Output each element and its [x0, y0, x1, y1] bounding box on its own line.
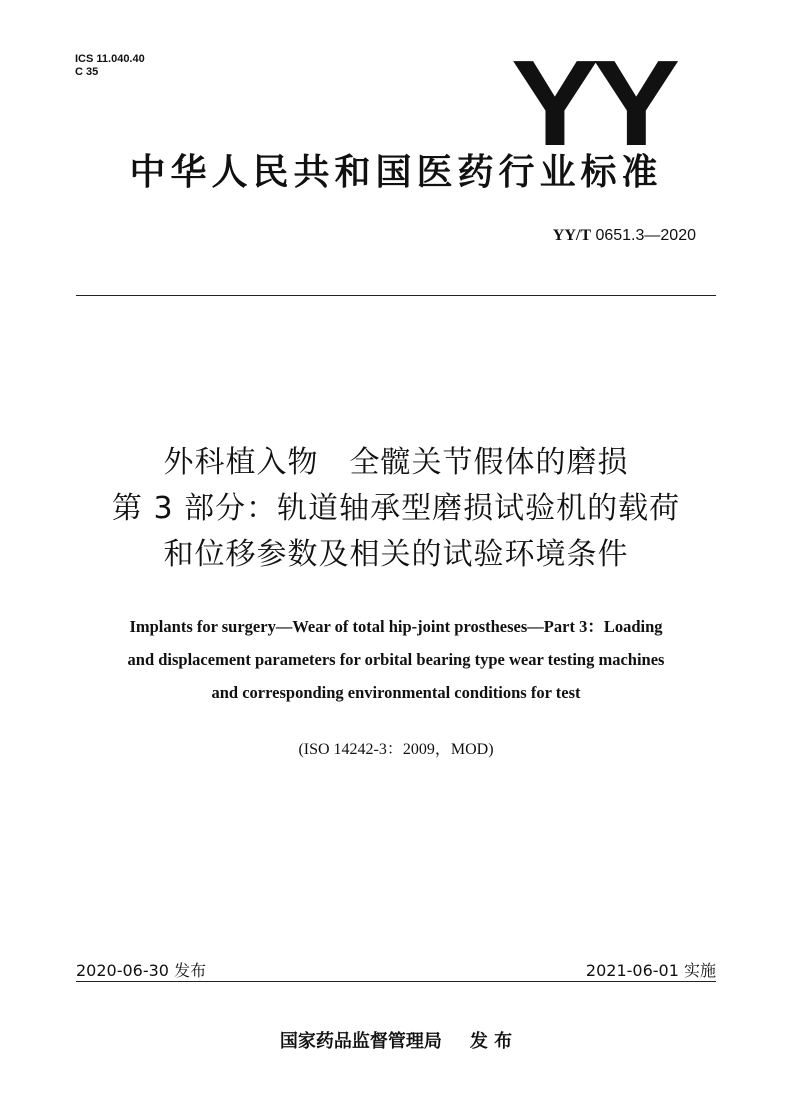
standard-number — [553, 227, 696, 245]
standard-number-prefix: YY/T — [552, 227, 592, 244]
ics-code: ICS 11.040.40 — [75, 53, 145, 65]
implementation-date: 2021-06-01 实施 — [585, 961, 716, 980]
publisher — [0, 1027, 792, 1053]
ccs-code: C 35 — [75, 66, 99, 78]
english-title-line: Implants for surgery—Wear of total hip-joint prostheses—Part 3：Loading — [129, 617, 663, 636]
english-title-line: and displacement parameters for orbital bearing type wear testing machines — [127, 650, 665, 669]
top-divider — [76, 295, 716, 296]
standard-organization: 中华人民共和国医药行业标准 — [129, 152, 663, 193]
chinese-title-line: 第 3 部分：轨道轴承型磨损试验机的载荷 — [111, 491, 681, 526]
classification-codes — [75, 53, 145, 79]
standard-number-value: 0651.3—2020 — [591, 227, 696, 244]
english-title — [0, 610, 792, 709]
publisher-action: 发 布 — [469, 1031, 513, 1052]
issue-date: 2020-06-30 发布 — [76, 961, 207, 980]
chinese-title-line: 外科植入物 全髋关节假体的磨损 — [163, 445, 629, 480]
iso-reference: (ISO 14242-3：2009，MOD) — [298, 741, 494, 758]
publisher-name: 国家药品监督管理局 — [279, 1031, 442, 1052]
chinese-title — [0, 440, 792, 578]
english-title-line: and corresponding environmental conditions for test — [211, 683, 581, 702]
chinese-title-line: 和位移参数及相关的试验环境条件 — [163, 537, 629, 572]
bottom-divider — [76, 981, 716, 982]
yy-logo: YY — [511, 35, 674, 171]
